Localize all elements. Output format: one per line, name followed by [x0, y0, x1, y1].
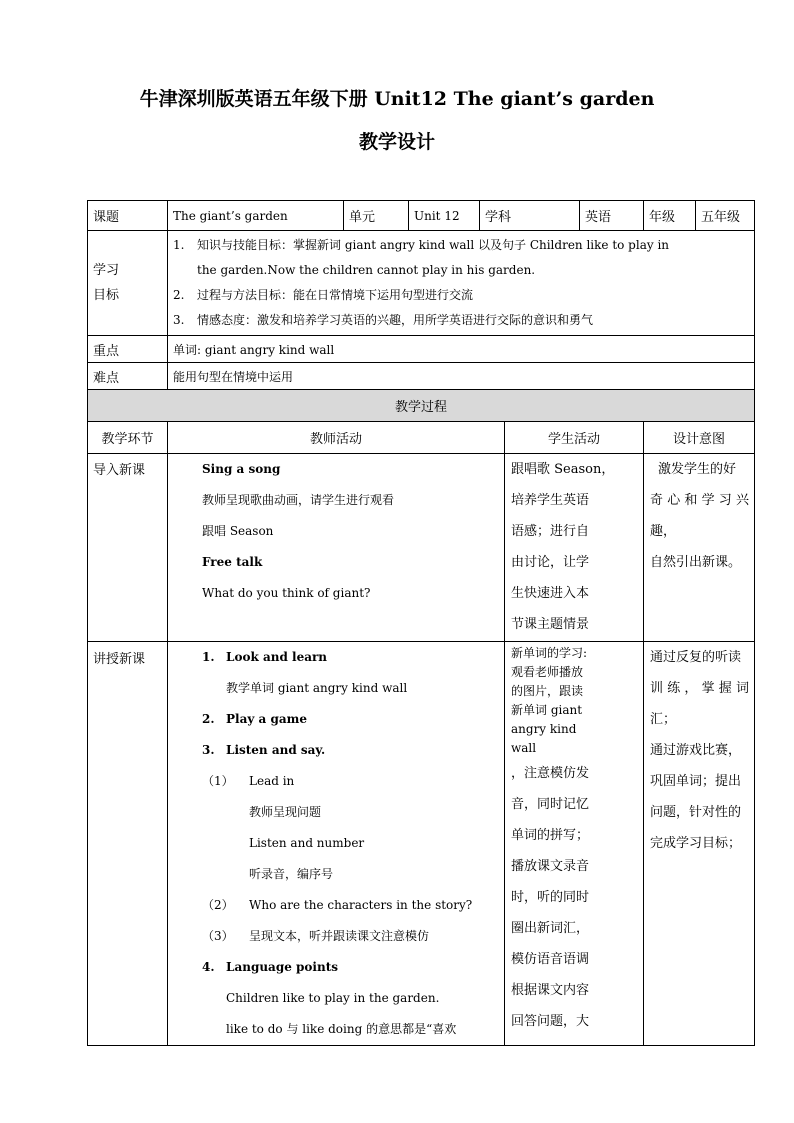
- student-line: ，注意模仿发: [511, 766, 590, 781]
- teacher-line: like to do 与 like doing 的意思都是“喜欢: [226, 1022, 457, 1036]
- student-line: 由讨论，让学: [511, 555, 590, 570]
- new-lesson-row: [88, 642, 755, 1046]
- goals-label-line2: 目标: [93, 288, 120, 303]
- goals-label: [88, 231, 168, 336]
- teacher-line: 1. Look and learn: [202, 650, 328, 664]
- new-lesson-teacher: [168, 642, 505, 1046]
- student-line: 语感；进行自: [511, 524, 590, 539]
- goal-number: 1.: [173, 238, 185, 252]
- process-header-row: [88, 390, 755, 422]
- intro-student: [505, 454, 644, 642]
- design-line: 通过反复的听读: [650, 650, 742, 665]
- student-line: 圈出新词汇，: [511, 921, 590, 936]
- student-line: 生快速进入本: [511, 586, 590, 601]
- design-line: 巩固单词；提出: [650, 774, 742, 789]
- teacher-line: 跟唱 Season: [202, 524, 274, 538]
- teacher-line: 4. Language points: [202, 960, 339, 974]
- key-points-value: 单词: giant angry kind wall: [168, 336, 755, 363]
- goals-row: [88, 231, 755, 336]
- design-line: 自然引出新课。: [650, 555, 742, 570]
- goals-content: [168, 231, 755, 336]
- new-lesson-stage: 讲授新课: [88, 642, 168, 1046]
- teacher-line: （2） Who are the characters in the story?: [202, 898, 473, 912]
- student-line: angry kind: [511, 722, 577, 736]
- column-student: 学生活动: [505, 422, 644, 454]
- student-line: 回答问题，大: [511, 1014, 590, 1029]
- grade-value: 五年级: [696, 201, 755, 231]
- student-line: 播放课文录音: [511, 859, 590, 874]
- document-subtitle: 教学设计: [358, 131, 435, 153]
- intro-row: [88, 454, 755, 642]
- column-design: 设计意图: [644, 422, 755, 454]
- teacher-line: 教师呈现问题: [249, 805, 322, 819]
- goal-text: 过程与方法目标：能在日常情境下运用句型进行交流: [197, 288, 474, 302]
- goal-text: 知识与技能目标：掌握新词 giant angry kind wall 以及句子 Children like to play in: [197, 238, 670, 252]
- difficulty-value: 能用句型在情境中运用: [168, 363, 755, 390]
- student-line: 的图片，跟读: [511, 684, 584, 698]
- student-line: 新单词的学习:: [511, 646, 588, 660]
- new-lesson-student: [505, 642, 644, 1046]
- student-line: 观看老师播放: [511, 665, 584, 679]
- document-title: 牛津深圳版英语五年级下册 Unit12 The giant’s garden: [139, 88, 655, 110]
- column-teacher: 教师活动: [168, 422, 505, 454]
- course-label: 课题: [88, 201, 168, 231]
- teacher-line: 3. Listen and say.: [202, 743, 326, 757]
- goal-item: [173, 308, 749, 333]
- student-line: wall: [511, 741, 537, 755]
- unit-label: 单元: [344, 201, 409, 231]
- student-line: 根据课文内容: [511, 983, 590, 998]
- teacher-line: Listen and number: [249, 836, 365, 850]
- subject-value: 英语: [580, 201, 644, 231]
- difficulty-label: 难点: [88, 363, 168, 390]
- key-points-label: 重点: [88, 336, 168, 363]
- student-line: 跟唱歌 Season，: [511, 462, 615, 477]
- student-line: 时，听的同时: [511, 890, 590, 905]
- teacher-line: （3） 呈现文本，听并跟读课文注意模仿: [202, 929, 430, 943]
- teacher-line: Free talk: [202, 555, 263, 569]
- design-line: 问题，针对性的: [650, 805, 742, 820]
- design-line: 训练，掌握词汇；: [650, 681, 750, 727]
- column-stage: 教学环节: [88, 422, 168, 454]
- subject-label: 学科: [480, 201, 580, 231]
- goals-label-line1: 学习: [93, 263, 120, 278]
- intro-stage: 导入新课: [88, 454, 168, 642]
- goal-number: 3.: [173, 313, 185, 327]
- lesson-plan-table: [87, 200, 755, 1046]
- design-line: 通过游戏比赛，: [650, 743, 742, 758]
- student-line: 培养学生英语: [511, 493, 590, 508]
- intro-design: [644, 454, 755, 642]
- goal-number: 2.: [173, 288, 185, 302]
- student-line: 节课主题情景: [511, 617, 590, 632]
- process-columns-row: [88, 422, 755, 454]
- process-header: 教学过程: [88, 390, 755, 422]
- student-line: 模仿语音语调: [511, 952, 590, 967]
- teacher-line: What do you think of giant?: [202, 586, 371, 600]
- goal-item-continued: the garden.Now the children cannot play in his garden.: [197, 263, 536, 277]
- teacher-line: 教师呈现歌曲动画，请学生进行观看: [202, 493, 395, 507]
- goal-item: [173, 283, 749, 308]
- design-line: 完成学习目标；: [650, 836, 742, 851]
- teacher-line: 教学单词 giant angry kind wall: [226, 681, 408, 695]
- key-points-row: [88, 336, 755, 363]
- intro-teacher: [168, 454, 505, 642]
- teacher-line: 听录音，编序号: [249, 867, 334, 881]
- teacher-line: 2. Play a game: [202, 712, 307, 726]
- unit-value: Unit 12: [409, 201, 480, 231]
- teacher-line: Children like to play in the garden.: [226, 991, 440, 1005]
- design-line: 激发学生的好: [658, 462, 737, 477]
- goal-text: 情感态度：激发和培养学习英语的兴趣，用所学英语进行交际的意识和勇气: [197, 313, 594, 327]
- design-line: 奇心和学习兴趣，: [650, 493, 750, 539]
- info-row: [88, 201, 755, 231]
- difficulty-row: [88, 363, 755, 390]
- course-value: The giant’s garden: [168, 201, 344, 231]
- teacher-line: Sing a song: [202, 462, 281, 476]
- new-lesson-design: [644, 642, 755, 1046]
- goal-item: [173, 233, 749, 258]
- student-line: 新单词 giant: [511, 703, 583, 717]
- grade-label: 年级: [644, 201, 696, 231]
- student-line: 单词的拼写；: [511, 828, 590, 843]
- teacher-line: （1） Lead in: [202, 774, 295, 788]
- student-line: 音，同时记忆: [511, 797, 590, 812]
